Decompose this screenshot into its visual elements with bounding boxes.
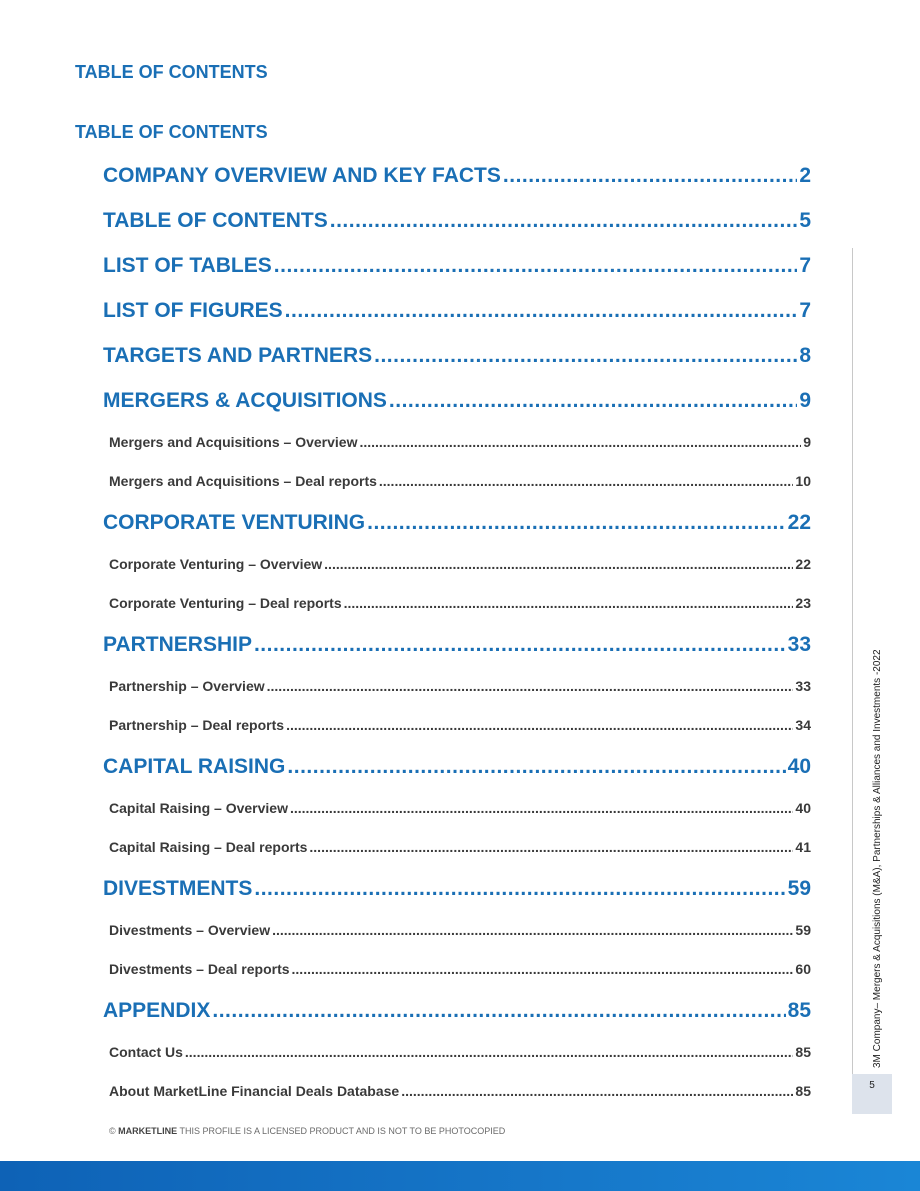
footer-brand: MARKETLINE bbox=[118, 1126, 178, 1136]
page-header-title: TABLE OF CONTENTS bbox=[75, 62, 268, 82]
toc-dot-leader bbox=[324, 556, 793, 572]
toc-entry-page: 9 bbox=[803, 434, 811, 450]
toc-entry-page: 40 bbox=[787, 755, 811, 778]
toc-subsection-entry[interactable] bbox=[109, 1083, 811, 1099]
toc-entry-title: Capital Raising – Overview bbox=[109, 800, 288, 816]
toc-entry-page: 85 bbox=[795, 1044, 811, 1060]
footer-bar bbox=[0, 1161, 920, 1191]
toc-entry-title: Mergers and Acquisitions – Overview bbox=[109, 434, 358, 450]
toc-entry-page: 33 bbox=[795, 678, 811, 694]
footer-notice bbox=[109, 1126, 505, 1136]
toc-dot-leader bbox=[254, 633, 786, 657]
toc-dot-leader bbox=[367, 511, 786, 535]
toc-subsection-entry[interactable] bbox=[109, 434, 811, 450]
toc-entry-title: Divestments – Overview bbox=[109, 922, 271, 938]
footer-notice-text: THIS PROFILE IS A LICENSED PRODUCT AND IS NOT TO BE PHOTOCOPIED bbox=[179, 1126, 506, 1136]
toc-section-entry[interactable] bbox=[103, 999, 811, 1023]
toc-entry-title: DIVESTMENTS bbox=[103, 877, 253, 900]
toc-entry-page: 33 bbox=[787, 633, 811, 656]
toc-heading: TABLE OF CONTENTS bbox=[75, 122, 268, 142]
toc-subsection-entry[interactable] bbox=[109, 473, 811, 489]
toc-entry-title: TARGETS AND PARTNERS bbox=[103, 344, 373, 367]
toc-dot-leader bbox=[389, 389, 797, 413]
toc-dot-leader bbox=[254, 877, 785, 901]
toc-subsection-entry[interactable] bbox=[109, 678, 811, 694]
toc-dot-leader bbox=[359, 434, 801, 450]
toc-dot-leader bbox=[285, 299, 798, 323]
toc-dot-leader bbox=[212, 999, 785, 1023]
toc-section-entry[interactable] bbox=[103, 755, 811, 779]
toc-entry-title: Capital Raising – Deal reports bbox=[109, 839, 308, 855]
toc-dot-leader bbox=[290, 800, 793, 816]
toc-section-entry[interactable] bbox=[103, 209, 811, 233]
running-title: 3M Company– Mergers & Acquisitions (M&A), Partnerships & Alliances and Investments -2022 bbox=[872, 649, 883, 1068]
toc-entry-page: 22 bbox=[795, 556, 811, 572]
toc-entry-title: LIST OF TABLES bbox=[103, 254, 272, 277]
toc-dot-leader bbox=[185, 1044, 794, 1060]
toc-entry-title: CORPORATE VENTURING bbox=[103, 511, 366, 534]
toc-dot-leader bbox=[267, 678, 794, 694]
toc-section-entry[interactable] bbox=[103, 511, 811, 535]
toc-section-entry[interactable] bbox=[103, 164, 811, 188]
toc-entry-page: 8 bbox=[799, 344, 811, 367]
toc-entry-title: APPENDIX bbox=[103, 999, 211, 1022]
table-of-contents bbox=[103, 0, 811, 1120]
toc-subsection-entry[interactable] bbox=[109, 595, 811, 611]
toc-subsection-entry[interactable] bbox=[109, 922, 811, 938]
toc-entry-page: 85 bbox=[795, 1083, 811, 1099]
toc-entry-page: 2 bbox=[799, 164, 811, 187]
toc-dot-leader bbox=[401, 1083, 793, 1099]
toc-entry-page: 60 bbox=[795, 961, 811, 977]
sidebar-divider bbox=[852, 248, 853, 1074]
toc-dot-leader bbox=[330, 209, 798, 233]
toc-entry-page: 41 bbox=[795, 839, 811, 855]
toc-entry-page: 59 bbox=[795, 922, 811, 938]
toc-entry-page: 5 bbox=[799, 209, 811, 232]
toc-entry-title: Mergers and Acquisitions – Deal reports bbox=[109, 473, 377, 489]
toc-dot-leader bbox=[292, 961, 794, 977]
toc-subsection-entry[interactable] bbox=[109, 961, 811, 977]
toc-entry-page: 85 bbox=[787, 999, 811, 1022]
toc-subsection-entry[interactable] bbox=[109, 839, 811, 855]
copyright-symbol: © bbox=[109, 1126, 116, 1136]
toc-entry-title: About MarketLine Financial Deals Database bbox=[109, 1083, 400, 1099]
toc-entry-title: Corporate Venturing – Deal reports bbox=[109, 595, 342, 611]
toc-dot-leader bbox=[503, 164, 797, 188]
toc-dot-leader bbox=[379, 473, 794, 489]
toc-entry-page: 23 bbox=[795, 595, 811, 611]
toc-entry-title: Divestments – Deal reports bbox=[109, 961, 290, 977]
toc-entry-page: 10 bbox=[795, 473, 811, 489]
toc-entry-title: MERGERS & ACQUISITIONS bbox=[103, 389, 387, 412]
toc-dot-leader bbox=[309, 839, 793, 855]
toc-entry-title: LIST OF FIGURES bbox=[103, 299, 283, 322]
toc-entry-title: Partnership – Deal reports bbox=[109, 717, 285, 733]
toc-entry-page: 7 bbox=[799, 254, 811, 277]
toc-entry-title: Corporate Venturing – Overview bbox=[109, 556, 323, 572]
toc-entry-page: 59 bbox=[787, 877, 811, 900]
toc-entry-title: PARTNERSHIP bbox=[103, 633, 252, 656]
toc-dot-leader bbox=[344, 595, 794, 611]
toc-section-entry[interactable] bbox=[103, 877, 811, 901]
toc-entry-page: 34 bbox=[795, 717, 811, 733]
toc-section-entry[interactable] bbox=[103, 389, 811, 413]
toc-section-entry[interactable] bbox=[103, 633, 811, 657]
toc-subsection-entry[interactable] bbox=[109, 800, 811, 816]
toc-entry-title: Contact Us bbox=[109, 1044, 183, 1060]
toc-subsection-entry[interactable] bbox=[109, 1044, 811, 1060]
toc-entry-page: 9 bbox=[799, 389, 811, 412]
toc-dot-leader bbox=[272, 922, 793, 938]
toc-entry-page: 22 bbox=[787, 511, 811, 534]
toc-dot-leader bbox=[374, 344, 797, 368]
toc-entry-title: Partnership – Overview bbox=[109, 678, 265, 694]
toc-dot-leader bbox=[286, 717, 793, 733]
toc-section-entry[interactable] bbox=[103, 254, 811, 278]
toc-subsection-entry[interactable] bbox=[109, 556, 811, 572]
toc-entry-page: 7 bbox=[799, 299, 811, 322]
toc-dot-leader bbox=[274, 254, 798, 278]
toc-entry-title: CAPITAL RAISING bbox=[103, 755, 286, 778]
page-number: 5 bbox=[852, 1074, 892, 1114]
toc-entry-title: COMPANY OVERVIEW AND KEY FACTS bbox=[103, 164, 501, 187]
toc-dot-leader bbox=[287, 755, 785, 779]
toc-entry-title: TABLE OF CONTENTS bbox=[103, 209, 328, 232]
toc-section-entry[interactable] bbox=[103, 299, 811, 323]
toc-entry-page: 40 bbox=[795, 800, 811, 816]
toc-section-entry[interactable] bbox=[103, 344, 811, 368]
toc-subsection-entry[interactable] bbox=[109, 717, 811, 733]
